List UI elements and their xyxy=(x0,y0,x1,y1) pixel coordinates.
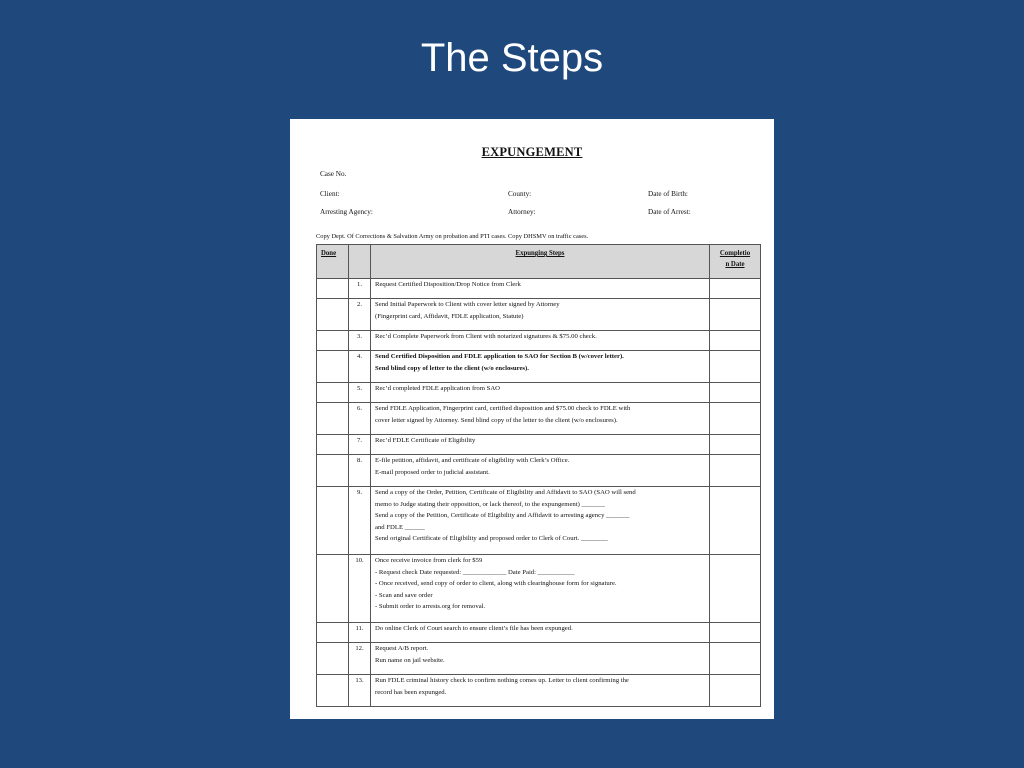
step-line: Request Certified Disposition/Drop Notice from Clerk xyxy=(375,281,521,288)
step-number: 9. xyxy=(349,487,371,555)
completion-date-header-line2: n Date xyxy=(725,261,745,268)
completion-date-cell xyxy=(710,331,761,351)
step-number: 13. xyxy=(349,675,371,707)
step-description xyxy=(371,555,710,623)
step-number: 5. xyxy=(349,383,371,403)
table-row xyxy=(317,299,761,331)
expungement-document xyxy=(290,119,774,719)
table-row xyxy=(317,279,761,299)
done-cell xyxy=(317,487,349,555)
step-number: 2. xyxy=(349,299,371,331)
table-row xyxy=(317,675,761,707)
completion-date-cell xyxy=(710,435,761,455)
completion-date-cell xyxy=(710,643,761,675)
step-line: Request A/B report. xyxy=(375,645,429,652)
step-line: E-file petition, affidavit, and certificate of eligibility with Clerk’s Office. xyxy=(375,457,570,464)
done-cell xyxy=(317,675,349,707)
step-description xyxy=(371,403,710,435)
step-number: 6. xyxy=(349,403,371,435)
step-description xyxy=(371,623,710,643)
step-line: Run FDLE criminal history check to confirm nothing comes up. Letter to client confirming the xyxy=(375,677,629,684)
completion-date-cell xyxy=(710,487,761,555)
table-row xyxy=(317,331,761,351)
step-line: record has been expunged. xyxy=(375,688,447,696)
step-line: - Submit order to arrests.org for removal. xyxy=(375,603,486,611)
step-line: Once receive invoice from clerk for $59 xyxy=(375,557,483,564)
done-cell xyxy=(317,403,349,435)
step-line: Send FDLE Application, Fingerprint card, certified disposition and $75.00 check to FDLE with xyxy=(375,405,631,412)
step-number: 7. xyxy=(349,435,371,455)
date-of-arrest-label: Date of Arrest: xyxy=(648,208,691,216)
table-row xyxy=(317,383,761,403)
done-cell xyxy=(317,435,349,455)
step-line: Send a copy of the Order, Petition, Certificate of Eligibility and Affidavit to SAO (SAO will send xyxy=(375,489,636,496)
slide-title: The Steps xyxy=(420,36,604,80)
completion-date-cell xyxy=(710,555,761,623)
step-line: Rec’d completed FDLE application from SAO xyxy=(375,385,500,392)
steps-body xyxy=(317,279,761,707)
table-row xyxy=(317,455,761,487)
step-line: Send a copy of the Petition, Certificate of Eligibility and Affidavit to arresting agency _______ xyxy=(375,512,630,520)
expunging-steps-header: Expunging Steps xyxy=(371,245,710,279)
client-label: Client: xyxy=(320,190,340,198)
done-cell xyxy=(317,623,349,643)
step-line: Rec’d Complete Paperwork from Client with notarized signatures & $75.00 check. xyxy=(375,333,597,340)
done-cell xyxy=(317,331,349,351)
date-of-birth-label: Date of Birth: xyxy=(648,190,688,198)
step-number: 10. xyxy=(349,555,371,623)
arresting-agency-label: Arresting Agency: xyxy=(320,208,373,216)
step-description xyxy=(371,675,710,707)
step-line: and FDLE ______ xyxy=(375,523,425,531)
step-line: Send blind copy of letter to the client (w/o enclosures). xyxy=(375,364,529,372)
step-number: 8. xyxy=(349,455,371,487)
step-description xyxy=(371,279,710,299)
table-row xyxy=(317,351,761,383)
table-header-row xyxy=(317,245,761,279)
done-cell xyxy=(317,383,349,403)
attorney-label: Attorney: xyxy=(508,208,536,216)
done-cell xyxy=(317,299,349,331)
table-row xyxy=(317,555,761,623)
step-line: - Once received, send copy of order to client, along with clearinghouse form for signature. xyxy=(375,580,617,588)
done-cell xyxy=(317,279,349,299)
done-header: Done xyxy=(317,245,349,279)
table-row xyxy=(317,435,761,455)
number-header xyxy=(349,245,371,279)
done-cell xyxy=(317,643,349,675)
step-line: Rec’d FDLE Certificate of Eligibility xyxy=(375,437,476,444)
completion-date-cell xyxy=(710,403,761,435)
step-number: 1. xyxy=(349,279,371,299)
table-row xyxy=(317,403,761,435)
step-number: 3. xyxy=(349,331,371,351)
step-description xyxy=(371,351,710,383)
step-line: E-mail proposed order to judicial assistant. xyxy=(375,468,490,476)
step-number: 12. xyxy=(349,643,371,675)
step-number: 4. xyxy=(349,351,371,383)
document-title: EXPUNGEMENT xyxy=(481,145,583,159)
step-description xyxy=(371,643,710,675)
completion-date-cell xyxy=(710,279,761,299)
county-label: County: xyxy=(508,190,532,198)
completion-date-header xyxy=(710,245,761,279)
done-cell xyxy=(317,455,349,487)
step-line: cover letter signed by Attorney. Send blind copy of the letter to the client (w/o enclosures). xyxy=(375,416,618,424)
step-line: Send Initial Paperwork to Client with cover letter signed by Attorney xyxy=(375,301,560,308)
step-line: (Fingerprint card, Affidavit, FDLE application, Statute) xyxy=(375,312,524,320)
completion-date-cell xyxy=(710,675,761,707)
step-number: 11. xyxy=(349,623,371,643)
completion-date-cell xyxy=(710,383,761,403)
step-line: Do online Clerk of Court search to ensure client’s file has been expunged. xyxy=(375,625,573,632)
step-description xyxy=(371,455,710,487)
completion-date-header-line1: Completio xyxy=(719,250,751,257)
step-description xyxy=(371,331,710,351)
expunging-steps-table xyxy=(316,244,761,707)
case-no-label: Case No. xyxy=(320,170,347,178)
step-description xyxy=(371,435,710,455)
completion-date-cell xyxy=(710,351,761,383)
completion-date-cell xyxy=(710,299,761,331)
step-description xyxy=(371,299,710,331)
step-line: - Request check Date requested: _____________ Date Paid: ___________ xyxy=(375,568,575,576)
step-description xyxy=(371,383,710,403)
step-line: memo to Judge stating their opposition, or lack thereof, to the expungement) _______ xyxy=(375,500,605,508)
done-cell xyxy=(317,351,349,383)
completion-date-cell xyxy=(710,455,761,487)
table-row xyxy=(317,487,761,555)
table-row xyxy=(317,643,761,675)
completion-date-cell xyxy=(710,623,761,643)
step-line: - Scan and save order xyxy=(375,591,433,599)
done-cell xyxy=(317,555,349,623)
step-line: Run name on jail website. xyxy=(375,656,445,664)
step-description xyxy=(371,487,710,555)
copy-instructions-note: Copy Dept. Of Corrections & Salvation Army on probation and PTI cases. Copy DHSMV on traffic cases. xyxy=(316,233,589,240)
step-line: Send Certified Disposition and FDLE application to SAO for Section B (w/cover letter). xyxy=(375,353,624,360)
table-row xyxy=(317,623,761,643)
step-line: Send original Certificate of Eligibility and proposed order to Clerk of Court. ________ xyxy=(375,535,608,543)
